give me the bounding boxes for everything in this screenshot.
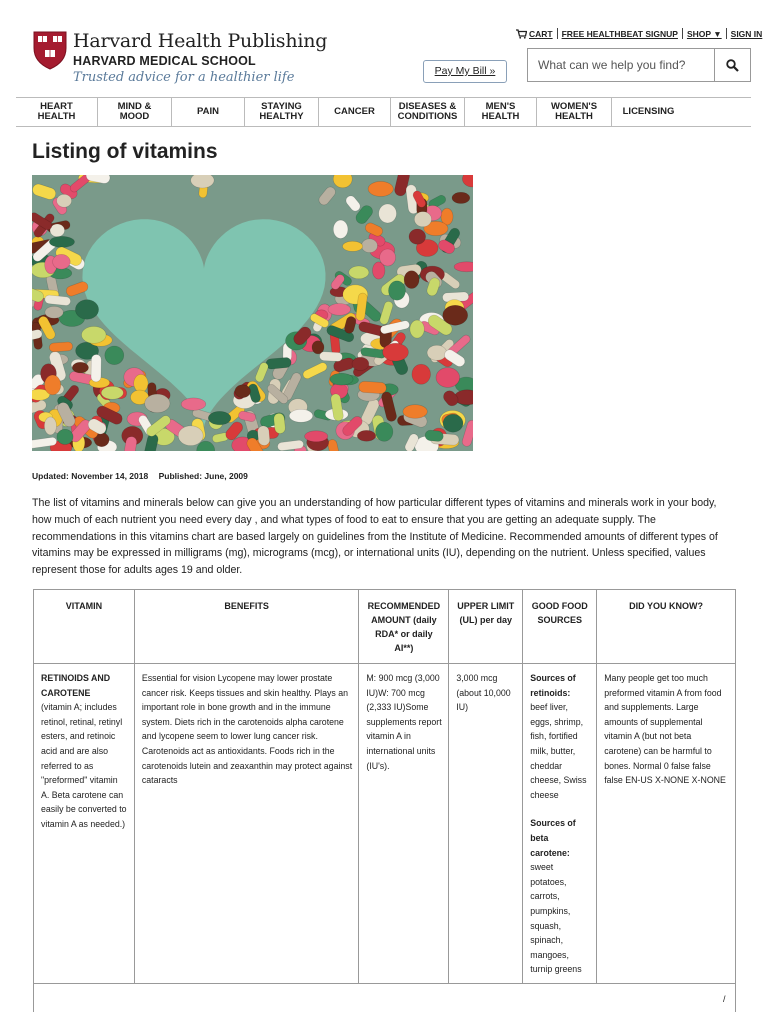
beta-carotene-label: Sources of beta carotene: bbox=[530, 818, 576, 858]
brand-tagline: Trusted advice for a healthier life bbox=[73, 70, 295, 85]
hero-image-vitamins-heart bbox=[32, 175, 473, 451]
pill-capsule bbox=[404, 271, 419, 289]
nav-cancer[interactable]: CANCER bbox=[319, 98, 391, 126]
pill-capsule bbox=[49, 342, 73, 352]
pill-capsule bbox=[305, 431, 328, 442]
pill-capsule bbox=[91, 354, 101, 382]
pill-capsule bbox=[412, 364, 431, 384]
pill-capsule bbox=[376, 422, 393, 441]
pill-capsule bbox=[425, 430, 444, 442]
pill-capsule bbox=[352, 357, 369, 370]
pill-capsule bbox=[330, 373, 353, 385]
cart-icon[interactable] bbox=[516, 29, 527, 39]
pill-capsule bbox=[410, 320, 424, 338]
pill-capsule bbox=[208, 411, 231, 424]
pill-capsule bbox=[57, 429, 73, 444]
nav-staying-healthy[interactable]: STAYING HEALTHY bbox=[245, 98, 319, 126]
pill-capsule bbox=[403, 405, 427, 419]
pill-capsule bbox=[273, 413, 286, 434]
pill-capsule bbox=[383, 343, 409, 361]
table-header-row bbox=[34, 590, 736, 664]
pill-capsule bbox=[343, 241, 363, 251]
page-number: / bbox=[723, 994, 726, 1004]
retinoids-label: Sources of retinoids: bbox=[530, 673, 576, 698]
utility-links bbox=[516, 28, 766, 39]
vitamins-table bbox=[33, 589, 736, 1012]
pill-capsule bbox=[389, 281, 406, 300]
cell-benefits: Essential for vision Lycopene may lower prostate cancer risk. Keeps tissues and skin healthy. Plays an important role in bone growth and in the immune system. Diets rich in the carotenoids alpha carotene and lycopene seem to lower lung cancer risk. Carotenoids act as antioxidants. Foods rich in the carotenoids lutein and zeaxanthin may protect against cataracts bbox=[134, 664, 358, 984]
search-icon bbox=[726, 59, 739, 72]
header-vitamin: VITAMIN bbox=[34, 590, 135, 664]
brand-title[interactable]: Harvard Health Publishing bbox=[73, 30, 328, 52]
pill-capsule bbox=[443, 305, 468, 325]
published-date: Published: June, 2009 bbox=[158, 471, 248, 481]
nav-heart-health[interactable]: HEART HEALTH bbox=[16, 98, 98, 126]
pill-capsule bbox=[75, 300, 98, 320]
pill-capsule bbox=[235, 385, 251, 398]
pill-capsule bbox=[82, 326, 107, 343]
brand-school[interactable]: HARVARD MEDICAL SCHOOL bbox=[73, 54, 256, 68]
healthbeat-signup-link[interactable]: FREE HEALTHBEAT SIGNUP bbox=[561, 28, 678, 39]
cell-food-sources bbox=[523, 664, 597, 984]
main-nav bbox=[16, 97, 751, 127]
beta-carotene-sources: sweet potatoes, carrots, pumpkins, squash, spinach, mangoes, turnip greens bbox=[530, 862, 582, 975]
table-row bbox=[34, 664, 736, 984]
nav-diseases-conditions[interactable]: DISEASES & CONDITIONS bbox=[391, 98, 465, 126]
cell-upper-limit: 3,000 mcg (about 10,000 IU) bbox=[449, 664, 523, 984]
pill-capsule bbox=[368, 181, 393, 196]
pill-capsule bbox=[454, 262, 473, 272]
pill-capsule bbox=[45, 306, 63, 318]
pill-capsule bbox=[57, 194, 72, 207]
pill-capsule bbox=[134, 374, 148, 392]
pill-capsule bbox=[319, 352, 342, 362]
search-button[interactable] bbox=[714, 49, 750, 81]
nav-womens-health[interactable]: WOMEN'S HEALTH bbox=[537, 98, 612, 126]
pill-capsule bbox=[105, 346, 124, 365]
pill-capsule bbox=[44, 417, 56, 435]
pill-capsule bbox=[333, 220, 348, 238]
pill-capsule bbox=[49, 236, 74, 247]
pill-capsule bbox=[191, 175, 214, 188]
pill-capsule bbox=[53, 254, 71, 269]
search-input[interactable] bbox=[528, 49, 714, 81]
pill-capsule bbox=[72, 362, 88, 373]
pill-capsule bbox=[328, 304, 351, 316]
cell-recommended: M: 900 mcg (3,000 IU)W: 700 mcg (2,333 IU)Some supplements report vitamin A in international units (IU's). bbox=[359, 664, 449, 984]
vitamin-name: RETINOIDS AND CAROTENE bbox=[41, 673, 111, 698]
pill-capsule bbox=[266, 357, 292, 369]
pill-capsule bbox=[379, 204, 397, 223]
pill-capsule bbox=[362, 239, 378, 253]
vitamin-description: (vitamin A; includes retinol, retinal, retinyl esters, and retinoic acid and are also referred to as "preformed" vitamin A. Beta carotene can easily be converted to vitamin A as needed.) bbox=[41, 702, 127, 829]
pill-capsule bbox=[178, 426, 203, 446]
header-did-you-know: DID YOU KNOW? bbox=[597, 590, 736, 664]
table-row-next bbox=[34, 984, 736, 1012]
harvard-shield-logo[interactable] bbox=[32, 30, 68, 70]
pill-capsule bbox=[414, 212, 431, 227]
header-upper-limit: UPPER LIMIT (UL) per day bbox=[449, 590, 523, 664]
pill-capsule bbox=[257, 425, 270, 446]
pill-capsule bbox=[452, 192, 470, 203]
pill-capsule bbox=[289, 409, 313, 422]
pay-my-bill-button[interactable]: Pay My Bill » bbox=[423, 60, 507, 83]
cell-vitamin bbox=[34, 664, 135, 984]
retinoids-sources: beef liver, eggs, shrimp, fish, fortified milk, butter, cheddar cheese, Swiss cheese bbox=[530, 702, 587, 800]
pill-capsule bbox=[50, 224, 65, 237]
search-box bbox=[527, 48, 751, 82]
article-meta bbox=[32, 471, 248, 481]
pill-capsule bbox=[349, 266, 369, 279]
table-row bbox=[34, 984, 736, 1012]
pills-heart-illustration bbox=[32, 175, 473, 451]
pill-capsule bbox=[436, 368, 460, 388]
shop-dropdown[interactable]: SHOP ▼ bbox=[686, 28, 722, 39]
pill-capsule bbox=[380, 249, 396, 266]
nav-licensing[interactable]: LICENSING bbox=[622, 106, 675, 117]
nav-mind-mood[interactable]: MIND & MOOD bbox=[98, 98, 172, 126]
nav-mens-health[interactable]: MEN'S HEALTH bbox=[465, 98, 537, 126]
pill-capsule bbox=[427, 345, 447, 360]
intro-paragraph: The list of vitamins and minerals below can give you an understanding of how particular different types of vitamins and minerals work in your body, how much of each nutrient you need every day , and what types of food to eat to ensure that you are getting an adequate supply. The recommendations in this vitamins chart are based largely on guidelines from the Institute of Medicine. Recommended amounts of different types of vitamins may be expressed in milligrams (mg), micrograms (mcg), or international units (IU), depending on the nutrient. Unless specified, values represent those for adults ages 19 and older. bbox=[32, 497, 718, 577]
header-food-sources: GOOD FOOD SOURCES bbox=[523, 590, 597, 664]
pill-capsule bbox=[45, 375, 61, 395]
header-benefits: BENEFITS bbox=[134, 590, 358, 664]
pill-capsule bbox=[357, 430, 375, 441]
pill-capsule bbox=[358, 381, 386, 394]
nav-pain[interactable]: PAIN bbox=[172, 98, 245, 126]
page-title: Listing of vitamins bbox=[32, 140, 218, 163]
pill-capsule bbox=[181, 398, 206, 410]
cell-did-you-know: Many people get too much preformed vitamin A from food and supplements. Large amounts of supplemental vitamin A (but not beta carotene) can be harmful to bones. Normal 0 false false false EN-US X-NONE X-NONE bbox=[597, 664, 736, 984]
updated-date: Updated: November 14, 2018 bbox=[32, 471, 149, 481]
cart-link[interactable]: CART bbox=[529, 28, 553, 39]
pill-capsule bbox=[145, 394, 170, 413]
header-recommended: RECOMMENDED AMOUNT (daily RDA* or daily AI**) bbox=[359, 590, 449, 664]
pill-capsule bbox=[443, 414, 463, 432]
pill-capsule bbox=[409, 229, 426, 244]
pill-capsule bbox=[101, 386, 123, 399]
sign-in-link[interactable]: SIGN IN bbox=[730, 28, 763, 39]
